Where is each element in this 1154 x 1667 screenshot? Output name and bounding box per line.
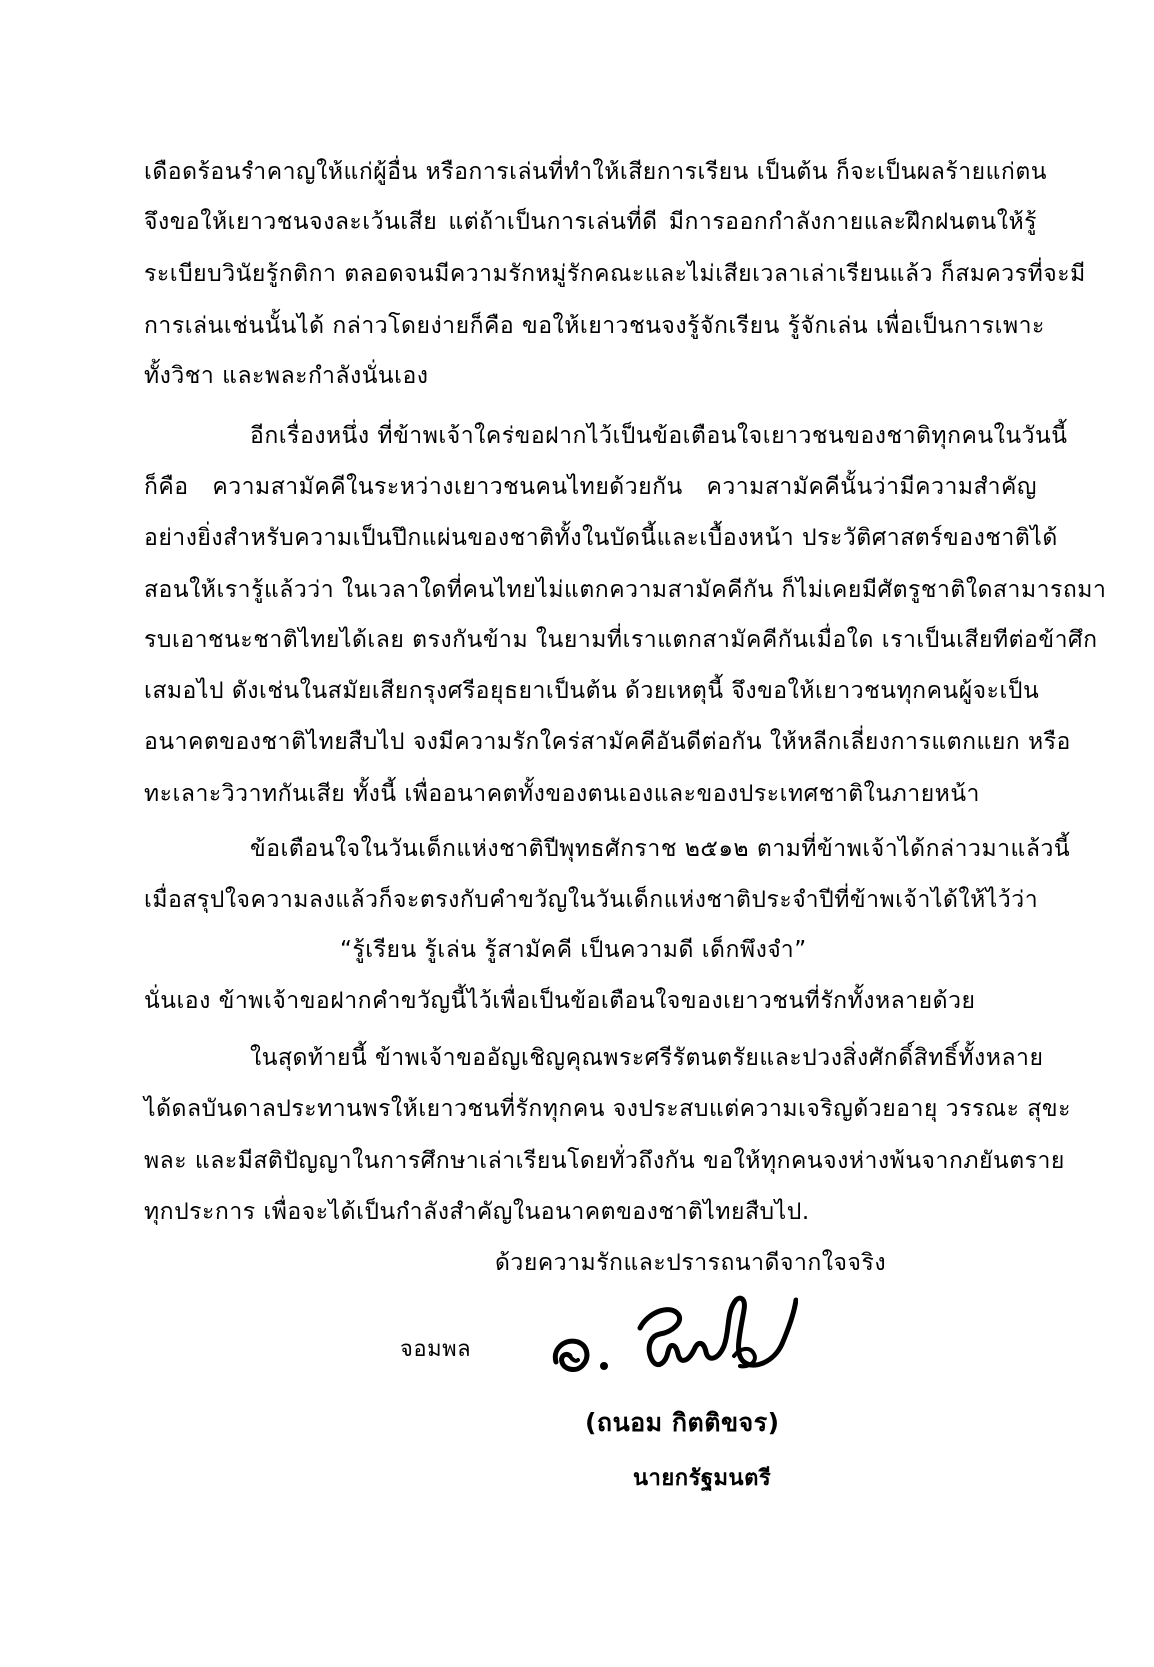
signatory-position: นายกรัฐมนตรี	[633, 1466, 772, 1491]
rank-label: จอมพล	[400, 1337, 472, 1362]
paragraph-4-line-4: ทุกประการ เพื่อจะได้เป็นกำลังสำคัญในอนาคตของชาติไทยสืบไป.	[144, 1199, 810, 1225]
paragraph-2-line-7: อนาคตของชาติไทยสืบไป จงมีความรักใคร่สามัคคีอันดีต่อกัน ให้หลีกเลี่ยงการแตกแยก หรือ	[144, 729, 1071, 755]
handwritten-signature	[548, 1290, 798, 1380]
motto-quote: “รู้เรียน รู้เล่น รู้สามัคคี เป็นความดี เด็กพึงจำ”	[340, 937, 807, 963]
paragraph-2-line-4: สอนให้เรารู้แล้วว่า ในเวลาใดที่คนไทยไม่แตกความสามัคคีกัน ก็ไม่เคยมีศัตรูชาติใดสามารถมา	[144, 577, 1107, 603]
paragraph-1-line-4: การเล่นเช่นนั้นได้ กล่าวโดยง่ายก็คือ ขอให้เยาวชนจงรู้จักเรียน รู้จักเล่น เพื่อเป็นการเพาะ	[144, 313, 1045, 339]
paragraph-4-line-3: พละ และมีสติปัญญาในการศึกษาเล่าเรียนโดยทั่วถึงกัน ขอให้ทุกคนจงห่างพ้นจากภยันตราย	[144, 1148, 1065, 1174]
paragraph-1-line-3: ระเบียบวินัยรู้กติกา ตลอดจนมีความรักหมู่รักคณะและไม่เสียเวลาเล่าเรียนแล้ว ก็สมควรที่จะมี	[144, 261, 1086, 287]
paragraph-3-line-3: นั่นเอง ข้าพเจ้าขอฝากคำขวัญนี้ไว้เพื่อเป็นข้อเตือนใจของเยาวชนที่รักทั้งหลายด้วย	[144, 988, 976, 1014]
paragraph-3-line-1: ข้อเตือนใจในวันเด็กแห่งชาติปีพุทธศักราช ๒๕๑๒ ตามที่ข้าพเจ้าได้กล่าวมาแล้วนี้	[250, 836, 1071, 862]
paragraph-2-line-5: รบเอาชนะชาติไทยได้เลย ตรงกันข้าม ในยามที่เราแตกสามัคคีกันเมื่อใด เราเป็นเสียทีต่อข้าศึก	[144, 627, 1098, 653]
paragraph-4-line-2: ได้ดลบันดาลประทานพรให้เยาวชนที่รักทุกคน จงประสบแต่ความเจริญด้วยอายุ วรรณะ สุขะ	[144, 1096, 1071, 1122]
paragraph-2-line-3: อย่างยิ่งสำหรับความเป็นปึกแผ่นของชาติทั้งในบัดนี้และเบื้องหน้า ประวัติศาสตร์ของชาติได้	[144, 525, 1058, 551]
paragraph-2-line-8: ทะเลาะวิวาทกันเสีย ทั้งนี้ เพื่ออนาคตทั้งของตนเองและของประเทศชาติในภายหน้า	[144, 781, 980, 807]
paragraph-4-line-1: ในสุดท้ายนี้ ข้าพเจ้าขออัญเชิญคุณพระศรีรัตนตรัยและปวงสิ่งศักดิ์สิทธิ์ทั้งหลาย	[250, 1045, 1044, 1071]
paragraph-3-line-2: เมื่อสรุปใจความลงแล้วก็จะตรงกับคำขวัญในวันเด็กแห่งชาติประจำปีที่ข้าพเจ้าได้ให้ไว้ว่า	[144, 887, 1039, 913]
closing-line: ด้วยความรักและปรารถนาดีจากใจจริง	[495, 1250, 887, 1276]
signatory-name: (ถนอม กิตติขจร)	[585, 1408, 780, 1437]
paragraph-2-line-6: เสมอไป ดังเช่นในสมัยเสียกรุงศรีอยุธยาเป็นต้น ด้วยเหตุนี้ จึงขอให้เยาวชนทุกคนผู้จะเป็น	[144, 678, 1040, 704]
paragraph-2-line-2: ก็คือ ความสามัคคีในระหว่างเยาวชนคนไทยด้วยกัน ความสามัคคีนั้นว่ามีความสำคัญ	[144, 474, 1037, 500]
paragraph-1-line-1: เดือดร้อนรำคาญให้แก่ผู้อื่น หรือการเล่นที่ทำให้เสียการเรียน เป็นต้น ก็จะเป็นผลร้ายแก่ตน	[144, 159, 1048, 185]
paragraph-2-line-1: อีกเรื่องหนึ่ง ที่ข้าพเจ้าใคร่ขอฝากไว้เป็นข้อเตือนใจเยาวชนของชาติทุกคนในวันนี้	[250, 423, 1068, 449]
paragraph-1-line-5: ทั้งวิชา และพละกำลังนั่นเอง	[144, 363, 429, 389]
paragraph-1-line-2: จึงขอให้เยาวชนจงละเว้นเสีย แต่ถ้าเป็นการเล่นที่ดี มีการออกกำลังกายและฝึกฝนตนให้รู้	[144, 209, 1037, 235]
